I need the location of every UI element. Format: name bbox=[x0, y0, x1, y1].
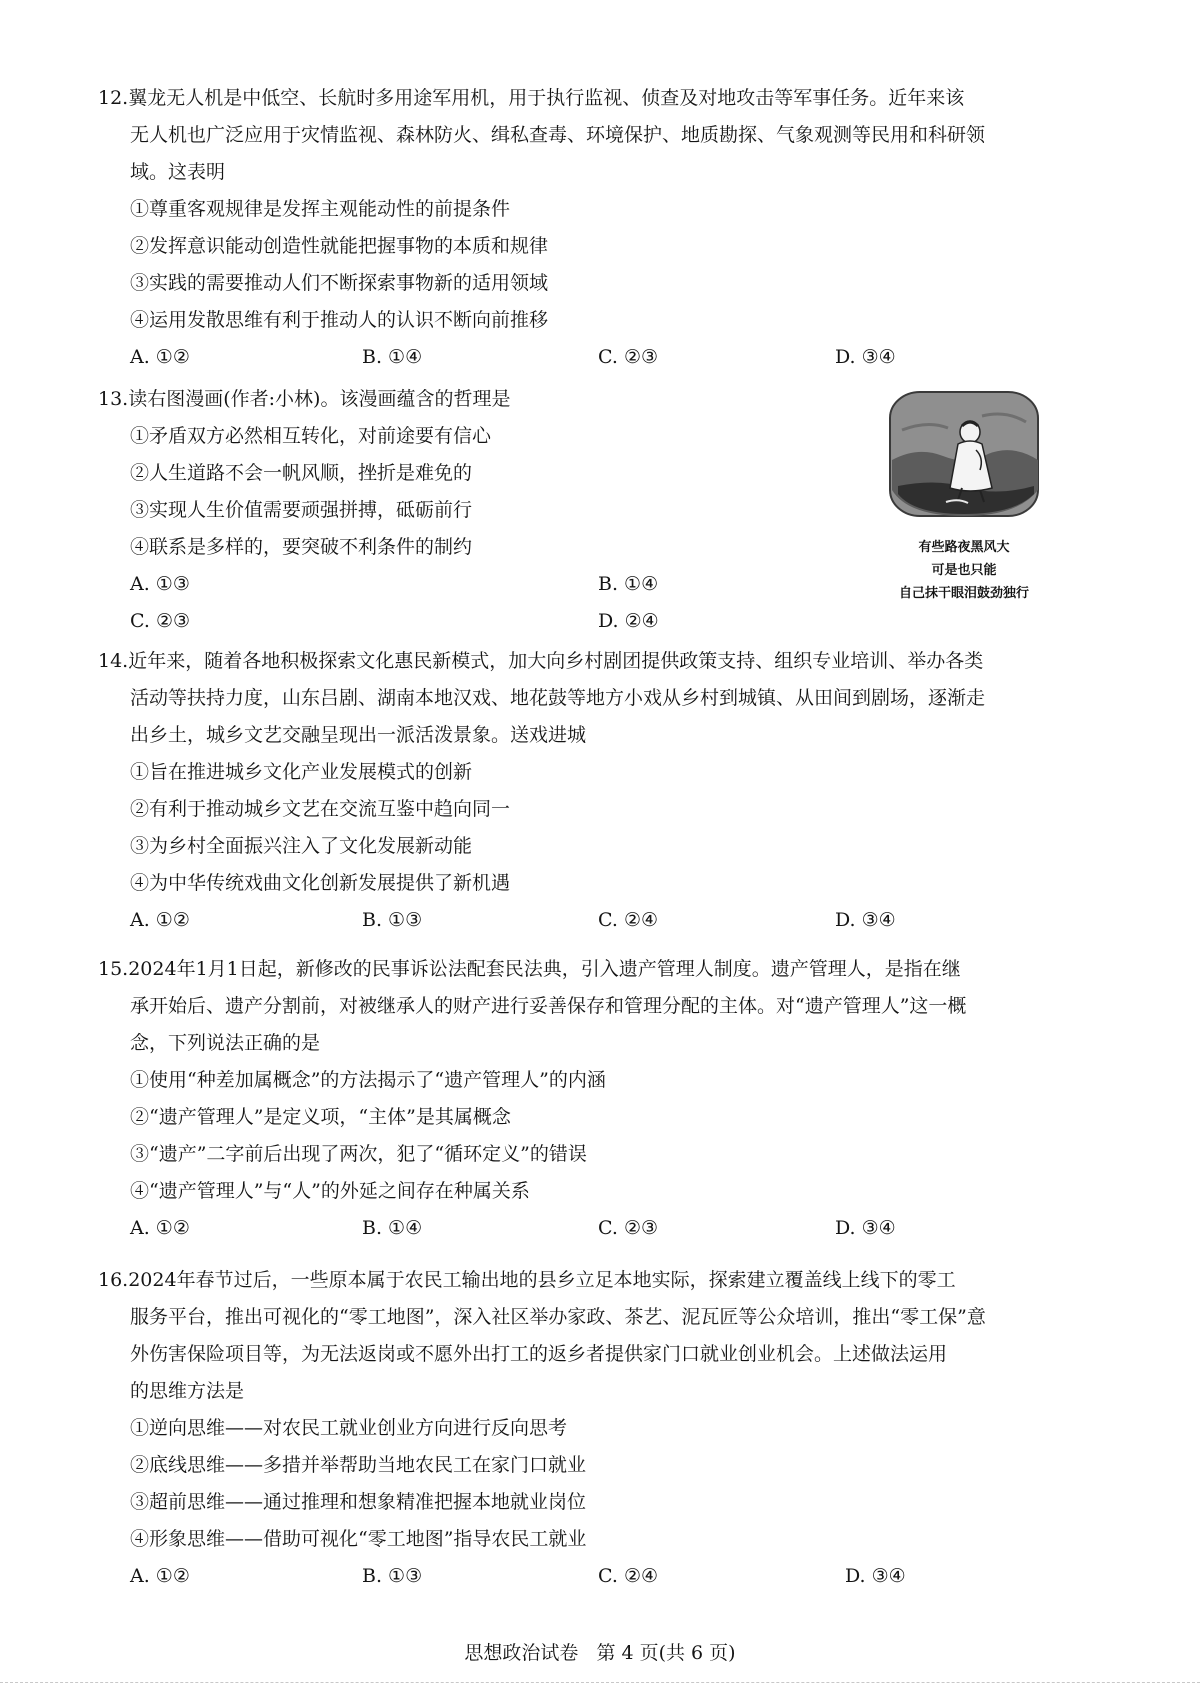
caption-line: 可是也只能 bbox=[931, 563, 997, 578]
stem-line: 无人机也广泛应用于灾情监视、森林防火、缉私查毒、环境保护、地质勘探、气象观测等民用和科研领 bbox=[130, 124, 986, 146]
statement-4: ④运用发散思维有利于推动人的认识不断向前推移 bbox=[130, 309, 549, 331]
choice-a[interactable]: A. ①② bbox=[130, 1565, 190, 1587]
choice-d[interactable]: D. ③④ bbox=[845, 1565, 906, 1587]
statement-1: ①使用“种差加属概念”的方法揭示了“遗产管理人”的内涵 bbox=[130, 1069, 606, 1091]
statement-3: ③实践的需要推动人们不断探索事物新的适用领域 bbox=[130, 272, 549, 294]
choice-d[interactable]: D. ②④ bbox=[598, 610, 659, 632]
stem-line: 念，下列说法正确的是 bbox=[130, 1032, 321, 1054]
choice-b[interactable]: B. ①④ bbox=[362, 346, 423, 368]
stem-line: 的思维方法是 bbox=[130, 1380, 245, 1402]
question-12-stem bbox=[98, 80, 1090, 191]
stem-line: 14.近年来，随着各地积极探索文化惠民新模式，加大向乡村剧团提供政策支持、组织专业培训、举办各类 bbox=[98, 650, 984, 672]
stem-line: 15.2024年1月1日起，新修改的民事诉讼法配套民法典，引入遗产管理人制度。遗产管理人，是指在继 bbox=[98, 958, 961, 980]
question-16-stem bbox=[98, 1262, 1090, 1410]
stem-line: 12.翼龙无人机是中低空、长航时多用途军用机，用于执行监视、侦查及对地攻击等军事任务。近年来该 bbox=[98, 87, 965, 109]
stem-line: 域。这表明 bbox=[130, 161, 226, 183]
choice-c[interactable]: C. ②④ bbox=[598, 909, 659, 931]
statement-3: ③实现人生价值需要顽强拼搏，砥砺前行 bbox=[130, 499, 473, 521]
stem-line: 13.读右图漫画(作者:小林)。该漫画蕴含的哲理是 bbox=[98, 388, 511, 410]
question-15-stem bbox=[98, 951, 1090, 1062]
statement-1: ①旨在推进城乡文化产业发展模式的创新 bbox=[130, 761, 473, 783]
statement-3: ③为乡村全面振兴注入了文化发展新动能 bbox=[130, 835, 473, 857]
choice-b[interactable]: B. ①③ bbox=[362, 1565, 423, 1587]
choice-b[interactable]: B. ①④ bbox=[598, 573, 659, 595]
choice-d[interactable]: D. ③④ bbox=[835, 346, 896, 368]
question-14-stem bbox=[98, 643, 1090, 754]
statement-4: ④联系是多样的，要突破不利条件的制约 bbox=[130, 536, 473, 558]
statement-1: ①尊重客观规律是发挥主观能动性的前提条件 bbox=[130, 198, 511, 220]
stem-line: 16.2024年春节过后，一些原本属于农民工输出地的县乡立足本地实际，探索建立覆盖线上线下的零工 bbox=[98, 1269, 956, 1291]
choice-c[interactable]: C. ②③ bbox=[598, 1217, 659, 1239]
statement-4: ④形象思维——借助可视化“零工地图”指导农民工就业 bbox=[130, 1528, 587, 1550]
choice-a[interactable]: A. ①② bbox=[130, 346, 190, 368]
statement-1: ①矛盾双方必然相互转化，对前途要有信心 bbox=[130, 425, 492, 447]
choice-d[interactable]: D. ③④ bbox=[835, 1217, 896, 1239]
cartoon-caption bbox=[888, 536, 1040, 605]
statement-3: ③超前思维——通过推理和想象精准把握本地就业岗位 bbox=[130, 1491, 587, 1513]
question-12 bbox=[98, 80, 1090, 376]
choice-b[interactable]: B. ①④ bbox=[362, 1217, 423, 1239]
choice-b[interactable]: B. ①③ bbox=[362, 909, 423, 931]
statement-1: ①逆向思维——对农民工就业创业方向进行反向思考 bbox=[130, 1417, 568, 1439]
page-divider bbox=[0, 1682, 1200, 1683]
statement-3: ③“遗产”二字前后出现了两次，犯了“循环定义”的错误 bbox=[130, 1143, 587, 1165]
cartoon-image bbox=[888, 390, 1040, 518]
answer-choices bbox=[130, 603, 1090, 640]
stem-line: 服务平台，推出可视化的“零工地图”，深入社区举办家政、茶艺、泥瓦匠等公众培训，推出“零工保”意 bbox=[130, 1306, 986, 1328]
statement-2: ②底线思维——多措并举帮助当地农民工在家门口就业 bbox=[130, 1454, 587, 1476]
stem-line: 外伤害保险项目等，为无法返岗或不愿外出打工的返乡者提供家门口就业创业机会。上述做法运用 bbox=[130, 1343, 948, 1365]
statement-2: ②“遗产管理人”是定义项，“主体”是其属概念 bbox=[130, 1106, 511, 1128]
answer-choices bbox=[130, 902, 1090, 939]
stem-line: 出乡土，城乡文艺交融呈现出一派活泼景象。送戏进城 bbox=[130, 724, 587, 746]
answer-choices bbox=[130, 1558, 1090, 1595]
choice-a[interactable]: A. ①③ bbox=[130, 573, 190, 595]
choice-c[interactable]: C. ②③ bbox=[130, 610, 191, 632]
page-number: 第 4 页(共 6 页) bbox=[596, 1642, 736, 1664]
question-14 bbox=[98, 643, 1090, 939]
choice-a[interactable]: A. ①② bbox=[130, 909, 190, 931]
question-16 bbox=[98, 1262, 1090, 1595]
exam-subject: 思想政治试卷 bbox=[464, 1642, 579, 1664]
answer-choices bbox=[130, 1210, 1090, 1247]
statement-2: ②发挥意识能动创造性就能把握事物的本质和规律 bbox=[130, 235, 549, 257]
statement-2: ②有利于推动城乡文艺在交流互鉴中趋向同一 bbox=[130, 798, 511, 820]
choice-a[interactable]: A. ①② bbox=[130, 1217, 190, 1239]
statement-4: ④为中华传统戏曲文化创新发展提供了新机遇 bbox=[130, 872, 511, 894]
caption-line: 自己抹干眼泪鼓劲独行 bbox=[898, 586, 1029, 601]
stem-line: 承开始后、遗产分割前，对被继承人的财产进行妥善保存和管理分配的主体。对“遗产管理人”这一概 bbox=[130, 995, 967, 1017]
answer-choices bbox=[130, 339, 1090, 376]
choice-d[interactable]: D. ③④ bbox=[835, 909, 896, 931]
choice-c[interactable]: C. ②④ bbox=[598, 1565, 659, 1587]
cartoon-illustration bbox=[888, 390, 1040, 605]
stem-line: 活动等扶持力度，山东吕剧、湖南本地汉戏、地花鼓等地方小戏从乡村到城镇、从田间到剧场，逐渐走 bbox=[130, 687, 986, 709]
choice-c[interactable]: C. ②③ bbox=[598, 346, 659, 368]
statement-2: ②人生道路不会一帆风顺，挫折是难免的 bbox=[130, 462, 473, 484]
statement-4: ④“遗产管理人”与“人”的外延之间存在种属关系 bbox=[130, 1180, 530, 1202]
question-15 bbox=[98, 951, 1090, 1247]
page-footer bbox=[0, 1638, 1200, 1665]
caption-line: 有些路夜黑风大 bbox=[918, 540, 1010, 555]
